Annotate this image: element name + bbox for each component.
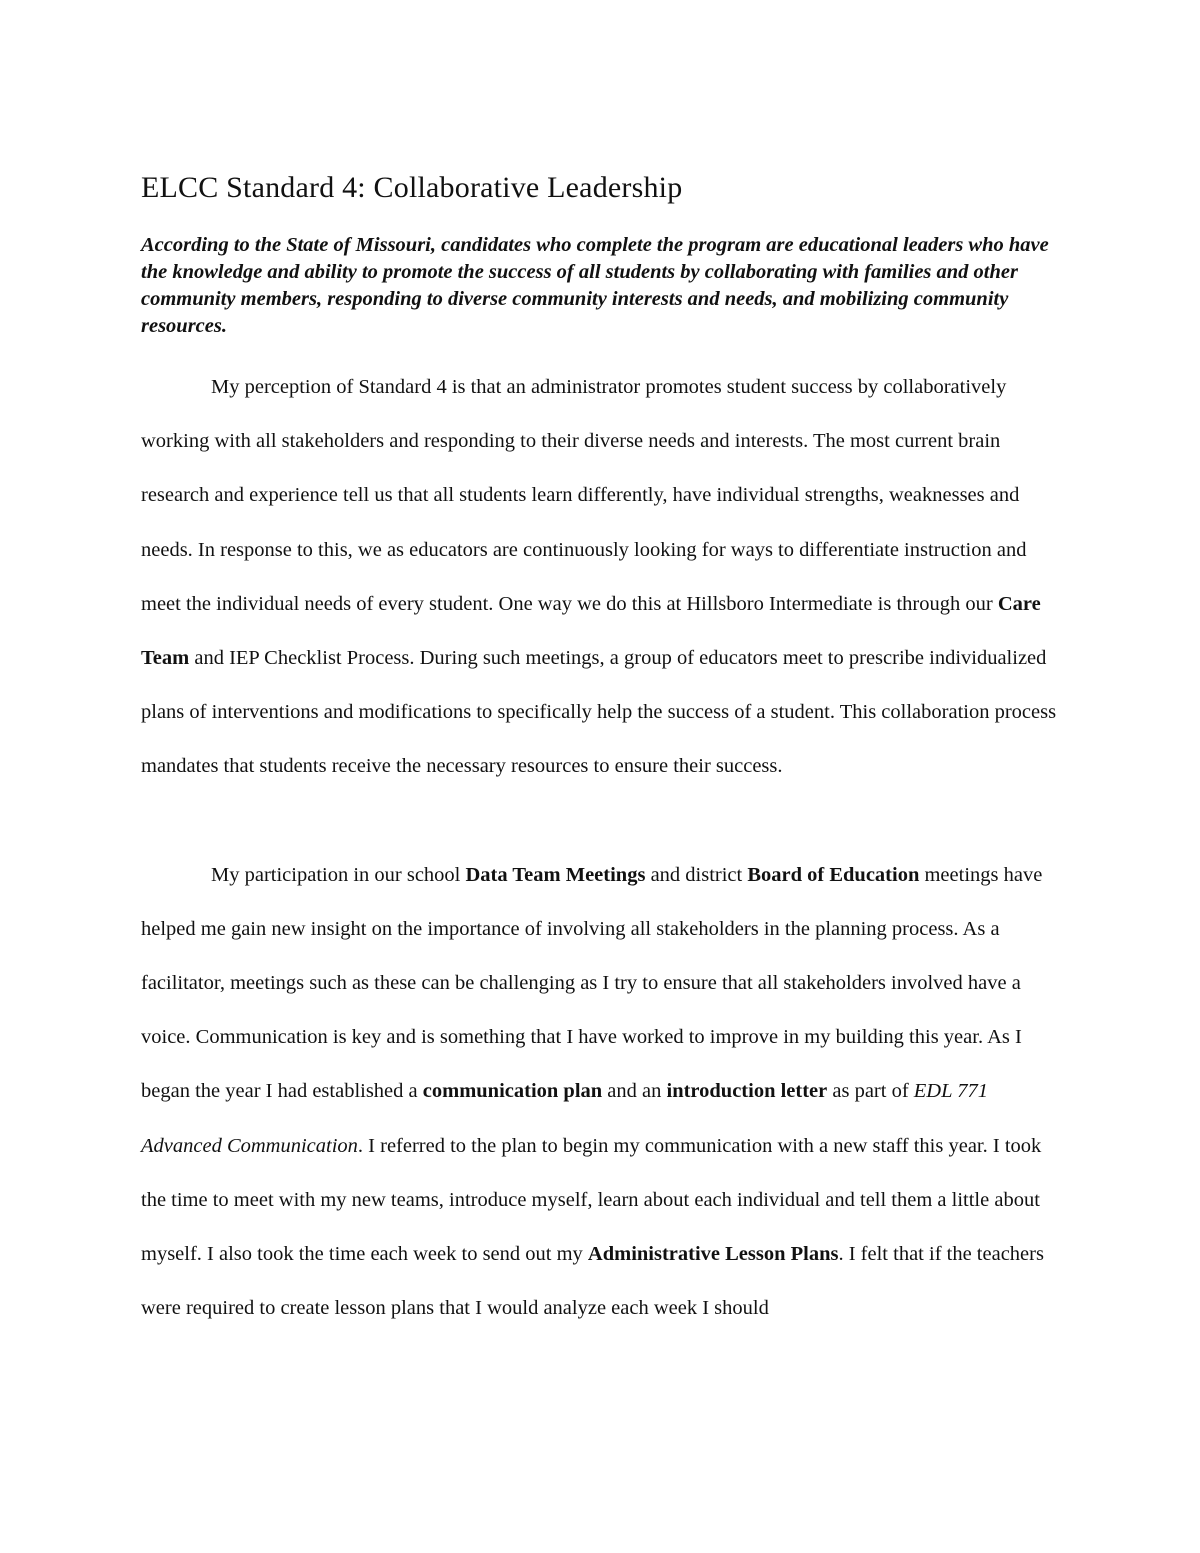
text-run: and IEP Checklist Process. During such meetings, a group of educators meet to prescribe individualized plans of interventions and modifications to specifically help the success of a student. This collaboration process mandates that students receive the necessary resources to ensure their success. [141, 647, 1057, 778]
bold-introduction-letter: introduction letter [666, 1080, 828, 1103]
bold-communication-plan: communication plan [422, 1080, 603, 1103]
text-run: My perception of Standard 4 is that an administrator promotes student success by collaboratively working with all stakeholders and responding to their diverse needs and interests. The most current brain research and experience tell us that all students learn differently, have individual strengths, weaknesses and needs. In response to this, we as educators are continuously looking for ways to differentiate instruction and meet the individual needs of every student. One way we do this at Hillsboro Intermediate is through our [141, 376, 1027, 615]
text-run: and district [645, 863, 748, 886]
bold-administrative-lesson-plans: Administrative Lesson Plans [587, 1243, 839, 1266]
italic-course-name: EDL 771 Advanced Communication [141, 1080, 989, 1157]
bold-board-of-education: Board of Education [747, 863, 920, 886]
text-run: as part of [827, 1080, 914, 1103]
text-run: My participation in our school [211, 863, 466, 886]
text-run: meetings have helped me gain new insight on the importance of involving all stakeholders in the planning process. As a facilitator, meetings such as these can be challenging as I try to ensure that all stakeholders involved have a voice. Communication is key and is something that I have worked to improve in my building this year. As I began the year I had established a [141, 863, 1043, 1103]
text-run: and an [602, 1080, 667, 1103]
document-content [141, 168, 1066, 1335]
standard-description: According to the State of Missouri, candidates who complete the program are educational leaders who have the knowledge and ability to promote the success of all students by collaborating with families and other community members, responding to diverse community interests and needs, and mobilizing community resources. [141, 234, 1049, 337]
paragraph-spacer [141, 794, 1066, 848]
paragraph-perception [141, 360, 1066, 794]
document-title: ELCC Standard 4: Collaborative Leadership [141, 171, 683, 204]
bold-care-team: Care Team [141, 592, 1041, 670]
bold-data-team-meetings: Data Team Meetings [465, 863, 646, 886]
text-run: . I referred to the plan to begin my communication with a new staff this year. I took the time to meet with my new teams, introduce myself, learn about each individual and tell them a little about myself. I also took the time each week to send out my [141, 1134, 1042, 1266]
text-run: . I felt that if the teachers were required to create lesson plans that I would analyze each week I should [141, 1243, 1044, 1320]
paragraph-participation [141, 848, 1066, 1336]
